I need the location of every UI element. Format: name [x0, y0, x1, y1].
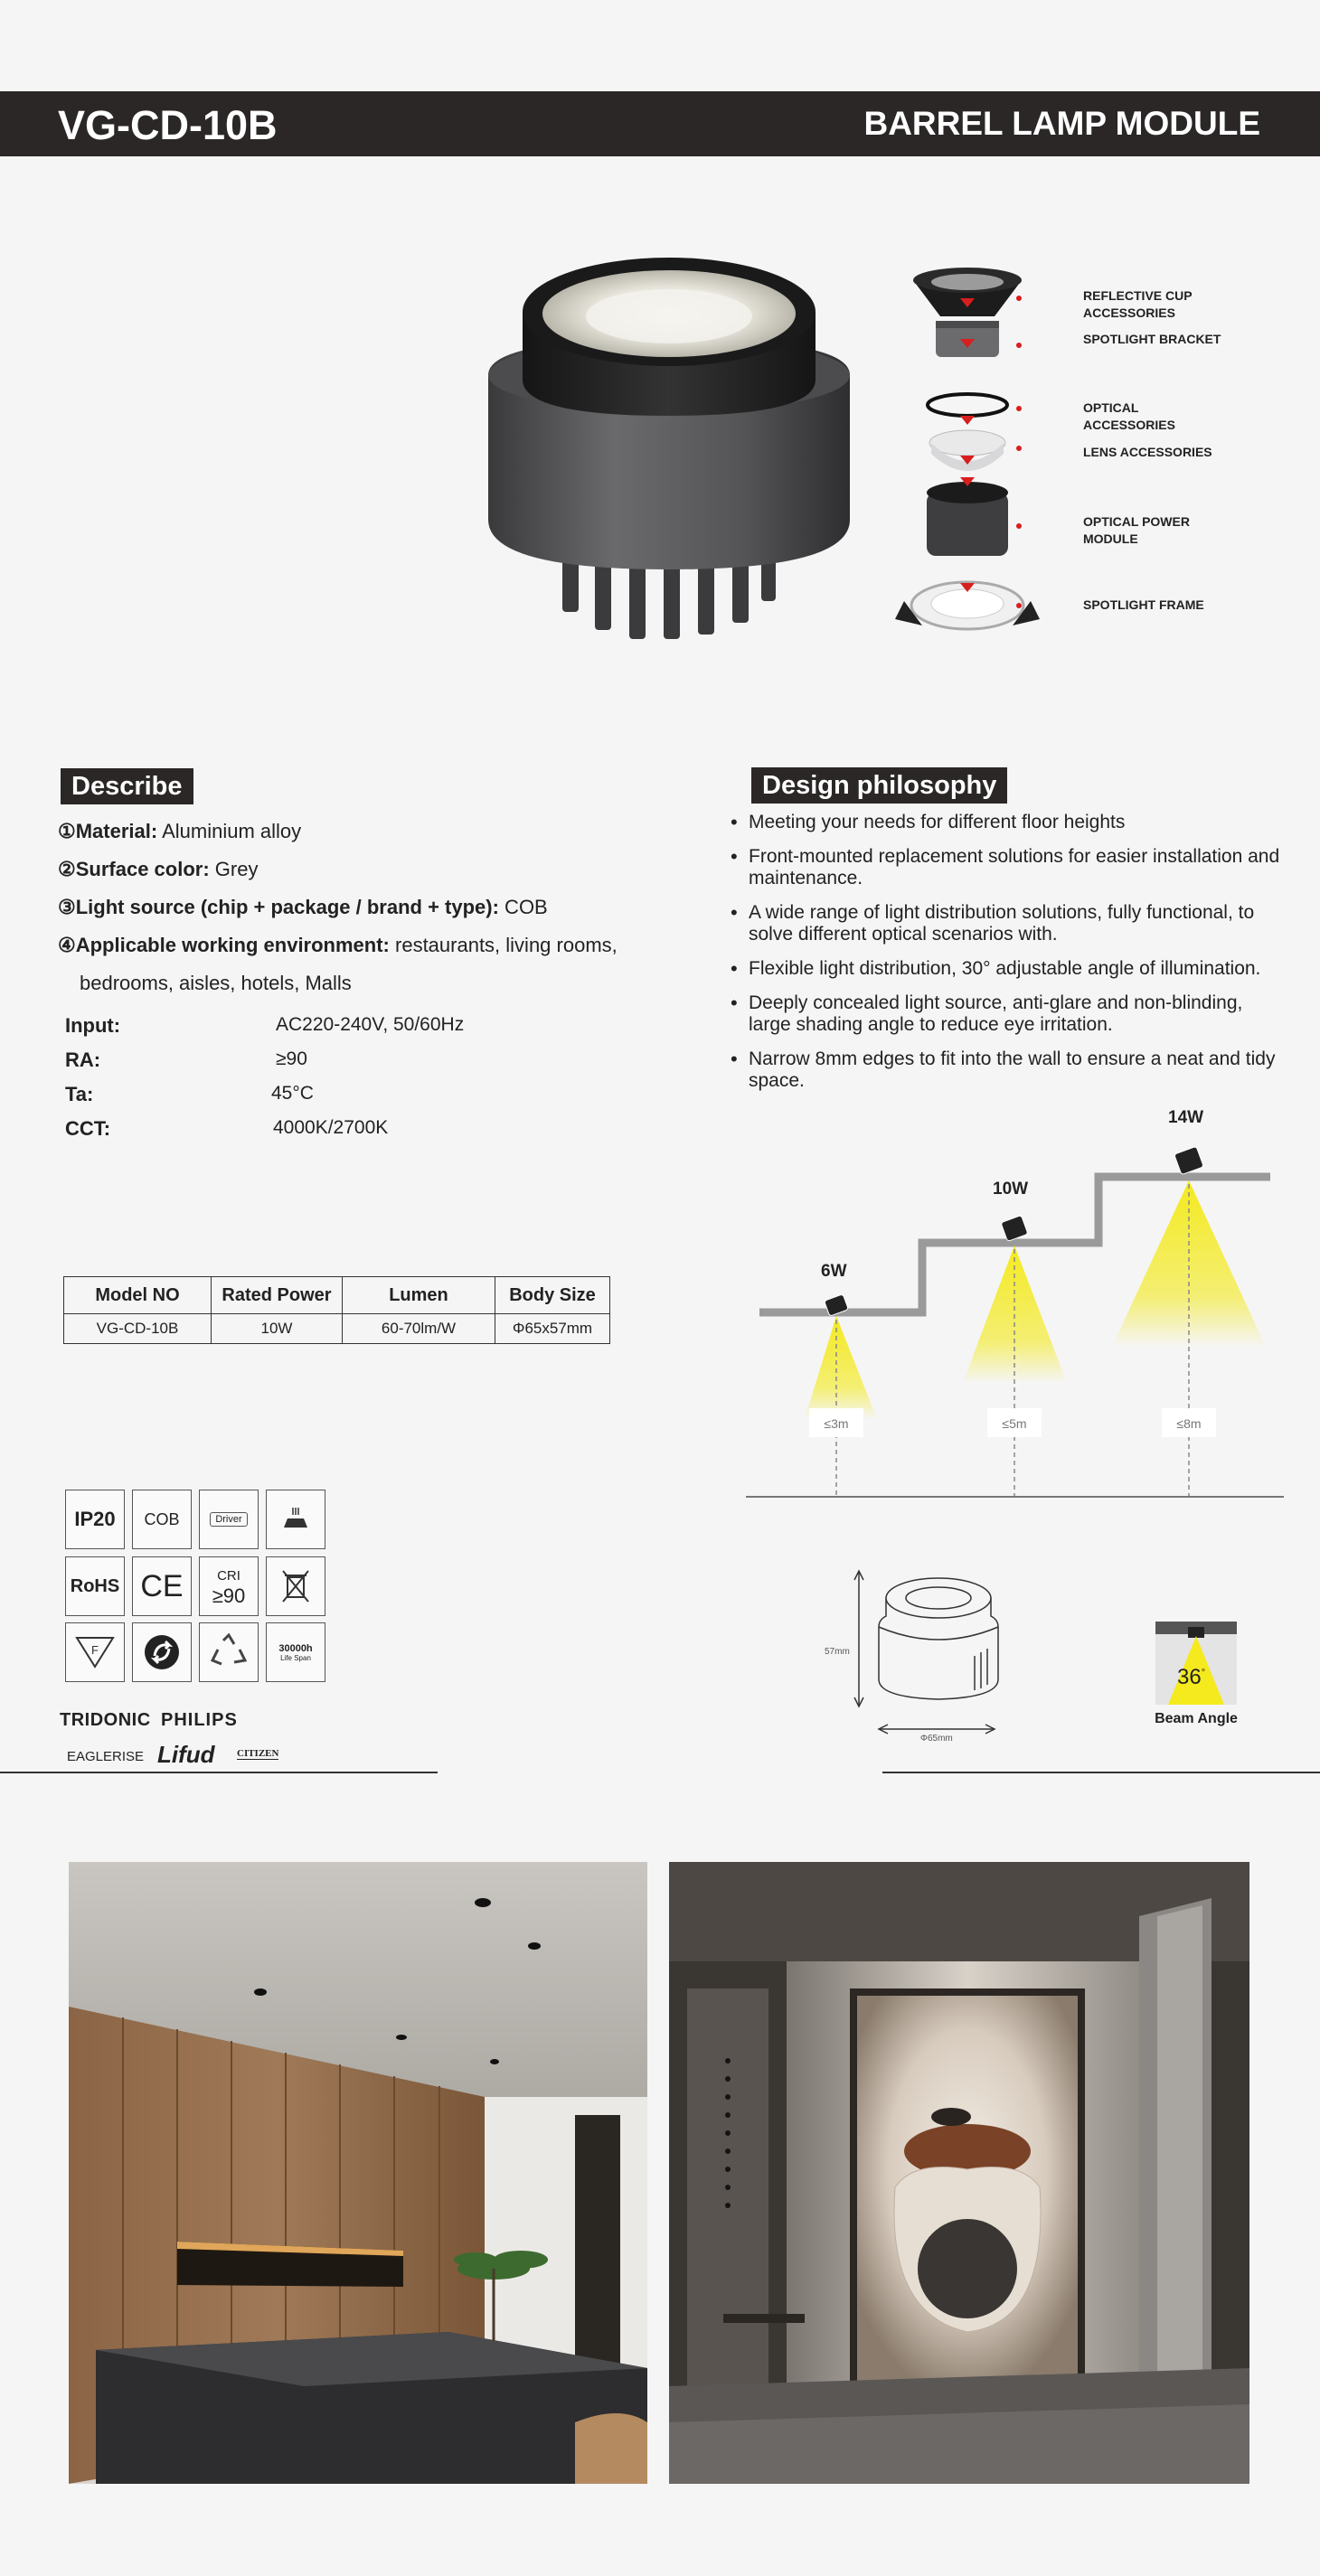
beam-angle-graphic [1155, 1622, 1237, 1705]
driver-label: Driver [210, 1512, 247, 1527]
col-lumen: Lumen [343, 1277, 495, 1314]
cct-value: 4000K/2700K [273, 1117, 389, 1138]
tridonic-logo: TRIDONIC [60, 1710, 151, 1730]
kitchen-photo [69, 1862, 647, 2484]
recycle-icon [199, 1622, 259, 1682]
table-row [64, 1314, 610, 1344]
col-model-no: Model NO [64, 1277, 212, 1314]
beam-angle-unit: ° [1201, 1668, 1206, 1678]
spec-table [63, 1276, 610, 1344]
callout-reflective-cup: REFLECTIVE CUP ACCESSORIES [1083, 288, 1193, 320]
distance-3m: ≤3m [824, 1416, 849, 1431]
environment-label: ④Applicable working environment: [58, 934, 390, 956]
surface-line [58, 851, 673, 888]
material-value: Aluminium alloy [157, 820, 302, 842]
wattage-6w: 6W [821, 1262, 847, 1281]
input-label: Input: [65, 1014, 121, 1037]
philosophy-item: • Front-mounted replacement solutions for easier installation and maintenance. [729, 846, 1289, 889]
product-render [479, 230, 859, 655]
source-line [58, 888, 673, 926]
product-type: BARREL LAMP MODULE [863, 105, 1260, 142]
callout-spotlight-frame: SPOTLIGHT FRAME [1083, 597, 1204, 612]
philosophy-heading: Design philosophy [751, 767, 1007, 804]
ip20-icon: IP20 [65, 1490, 125, 1549]
cell-model-no: VG-CD-10B [64, 1314, 212, 1344]
cri-icon [199, 1556, 259, 1616]
philosophy-item: • Flexible light distribution, 30° adjustable angle of illumination. [729, 958, 1289, 980]
lifespan-icon [266, 1622, 325, 1682]
philosophy-list [729, 812, 1289, 1105]
lifespan-hours: 30000h [278, 1642, 313, 1654]
philosophy-item: • Deeply concealed light source, anti-glare and non-blinding, large shading angle to reduce eye irritation. [729, 992, 1289, 1036]
source-label: ③Light source (chip + package / brand + type): [58, 896, 499, 918]
wattage-14w: 14W [1168, 1108, 1204, 1127]
surface-value: Grey [209, 858, 259, 880]
dimension-drawing [823, 1562, 1004, 1743]
hallway-photo [669, 1862, 1249, 2484]
divider-left [0, 1772, 438, 1773]
energy-saving-icon [132, 1622, 192, 1682]
svg-text:F: F [91, 1643, 99, 1657]
mounting-height-diagram [741, 1103, 1293, 1509]
describe-heading: Describe [61, 768, 193, 804]
environment-line-2: bedrooms, aisles, hotels, Malls [80, 972, 352, 994]
exploded-view [895, 262, 1040, 642]
material-label: ①Material: [58, 820, 158, 842]
lifud-logo: Lifud [157, 1741, 215, 1768]
beam-angle-value [1177, 1665, 1205, 1690]
rohs-icon: RoHS [65, 1556, 125, 1616]
wattage-10w: 10W [993, 1180, 1029, 1199]
citizen-logo: CITIZEN [237, 1748, 279, 1759]
eaglerise-logo: EAGLERISE [67, 1749, 145, 1764]
surface-label: ②Surface color: [58, 858, 210, 880]
weee-bin-icon [266, 1556, 325, 1616]
distance-5m: ≤5m [1002, 1416, 1027, 1431]
environment-value: restaurants, living rooms, [389, 934, 618, 956]
callout-spotlight-bracket: SPOTLIGHT BRACKET [1083, 332, 1221, 346]
source-value: COB [498, 896, 548, 918]
ta-label: Ta: [65, 1083, 94, 1105]
downlight-icon [266, 1490, 325, 1549]
model-number: VG-CD-10B [58, 102, 278, 148]
material-line [58, 813, 673, 851]
callout-optical-power-module: OPTICAL POWER MODULE [1083, 514, 1190, 546]
ra-label: RA: [65, 1048, 101, 1071]
divider-right [882, 1772, 1320, 1773]
cell-lumen: 60-70lm/W [343, 1314, 495, 1344]
distance-8m: ≤8m [1176, 1416, 1202, 1431]
environment-line [58, 926, 673, 964]
input-value: AC220-240V, 50/60Hz [276, 1014, 465, 1035]
cob-icon: COB [132, 1490, 192, 1549]
cri-value: ≥90 [212, 1584, 246, 1607]
col-rated-power: Rated Power [212, 1277, 343, 1314]
table-header-row [64, 1277, 610, 1314]
dimension-width: Φ65mm [920, 1734, 953, 1744]
ce-icon: CE [132, 1556, 192, 1616]
philosophy-item: • A wide range of light distribution solutions, fully functional, to solve different optical scenarios with. [729, 902, 1289, 945]
beam-angle-label: Beam Angle [1155, 1711, 1238, 1726]
cell-rated-power: 10W [212, 1314, 343, 1344]
cct-label: CCT: [65, 1117, 111, 1140]
philosophy-item: • Meeting your needs for different floor heights [729, 812, 1289, 833]
f-mark-icon [65, 1622, 125, 1682]
col-body-size: Body Size [495, 1277, 610, 1314]
cri-label: CRI [217, 1568, 240, 1584]
philosophy-item: • Narrow 8mm edges to fit into the wall to ensure a neat and tidy space. [729, 1048, 1289, 1092]
callout-lens-accessories: LENS ACCESSORIES [1083, 445, 1212, 459]
driver-icon [199, 1490, 259, 1549]
ta-value: 45°C [271, 1083, 314, 1104]
ra-value: ≥90 [276, 1048, 307, 1069]
cell-body-size: Φ65x57mm [495, 1314, 610, 1344]
lifespan-label: Life Span [280, 1653, 311, 1662]
callout-optical-accessories: OPTICAL ACCESSORIES [1083, 400, 1175, 432]
title-bar [0, 91, 1320, 156]
dimension-height: 57mm [825, 1647, 850, 1657]
beam-angle-number: 36 [1177, 1665, 1202, 1689]
philips-logo: PHILIPS [161, 1710, 238, 1730]
